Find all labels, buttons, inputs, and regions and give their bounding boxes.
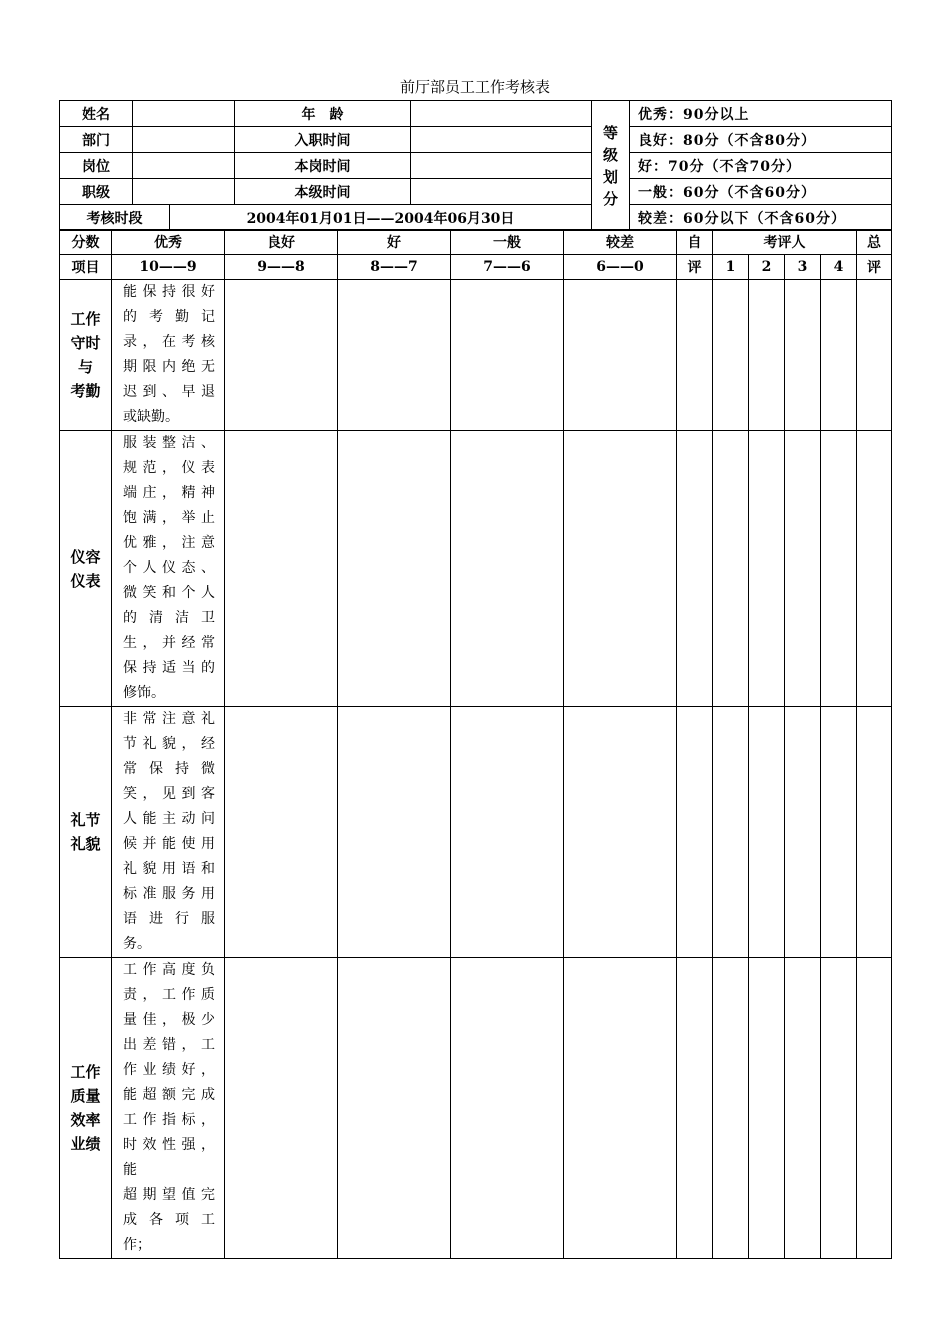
level-label: 职级 <box>60 179 133 205</box>
grade-division-label <box>592 101 630 231</box>
reviewer-3-cell[interactable] <box>785 280 821 431</box>
score-good[interactable] <box>225 707 338 958</box>
period-label: 考核时段 <box>60 205 170 231</box>
assessment-row <box>60 431 892 707</box>
level-time-label: 本级时间 <box>235 179 411 205</box>
reviewer-2-cell[interactable] <box>749 280 785 431</box>
corner-item: 项目 <box>60 255 112 280</box>
grade-division-text: 等 级 划 分 <box>602 123 618 208</box>
reviewer-4-cell[interactable] <box>821 958 857 1259</box>
criteria-description: 能保持很好 的考勤记 录，在考核 期限内绝无 迟到、早退 或缺勤。 <box>112 280 225 431</box>
assessment-row <box>60 707 892 958</box>
total-eval-bottom: 评 <box>857 255 892 280</box>
employee-info-table <box>59 100 892 231</box>
score-average[interactable] <box>451 958 564 1259</box>
self-eval-cell[interactable] <box>677 707 713 958</box>
assessment-table <box>59 229 892 1259</box>
criteria-description: 服装整洁、 规范，仪表 端庄，精神 饱满，举止 优雅，注意 个人仪态、 微笑和个人 的清洁卫 生，并经常 保持适当的 修饰。 <box>112 431 225 707</box>
reviewer-3: 3 <box>785 255 821 280</box>
reviewer-2: 2 <box>749 255 785 280</box>
grade-poor: 较差：60分以下（不含60分） <box>630 205 892 231</box>
grade-average: 一般：60分（不含60分） <box>630 179 892 205</box>
reviewer-4-cell[interactable] <box>821 431 857 707</box>
period-value: 2004年01月01日——2004年06月30日 <box>170 205 592 231</box>
score-average[interactable] <box>451 280 564 431</box>
category-label: 工作 守时 与 考勤 <box>60 280 112 431</box>
level-range-excellent: 10——9 <box>112 255 225 280</box>
level-name-excellent: 优秀 <box>112 230 225 255</box>
name-label: 姓名 <box>60 101 133 127</box>
post-label: 岗位 <box>60 153 133 179</box>
reviewer-1-cell[interactable] <box>713 280 749 431</box>
name-value[interactable] <box>133 101 235 127</box>
score-fair[interactable] <box>338 431 451 707</box>
reviewer-4: 4 <box>821 255 857 280</box>
reviewer-4-cell[interactable] <box>821 280 857 431</box>
age-value[interactable] <box>411 101 592 127</box>
category-label: 工作 质量 效率 业绩 <box>60 958 112 1259</box>
level-range-average: 7——6 <box>451 255 564 280</box>
self-eval-bottom: 评 <box>677 255 713 280</box>
total-eval-top: 总 <box>857 230 892 255</box>
score-fair[interactable] <box>338 280 451 431</box>
total-cell[interactable] <box>857 707 892 958</box>
score-poor[interactable] <box>564 958 677 1259</box>
grade-fair: 好：70分（不含70分） <box>630 153 892 179</box>
grade-good: 良好：80分（不含80分） <box>630 127 892 153</box>
level-value[interactable] <box>133 179 235 205</box>
total-cell[interactable] <box>857 958 892 1259</box>
page-title: 前厅部员工工作考核表 <box>399 78 550 96</box>
score-average[interactable] <box>451 431 564 707</box>
score-poor[interactable] <box>564 431 677 707</box>
reviewer-4-cell[interactable] <box>821 707 857 958</box>
total-cell[interactable] <box>857 431 892 707</box>
total-cell[interactable] <box>857 280 892 431</box>
corner-score: 分数 <box>60 230 112 255</box>
score-poor[interactable] <box>564 707 677 958</box>
level-name-poor: 较差 <box>564 230 677 255</box>
post-time-value[interactable] <box>411 153 592 179</box>
self-eval-cell[interactable] <box>677 280 713 431</box>
grade-excellent: 优秀：90分以上 <box>630 101 892 127</box>
join-time-value[interactable] <box>411 127 592 153</box>
score-average[interactable] <box>451 707 564 958</box>
reviewer-2-cell[interactable] <box>749 707 785 958</box>
criteria-description: 工作高度负 责，工作质 量佳，极少 出差错，工 作业绩好， 能超额完成 工作指标， 时效性强， 能 超期望值完 成各项工 作； <box>112 958 225 1259</box>
self-eval-top: 自 <box>677 230 713 255</box>
score-good[interactable] <box>225 431 338 707</box>
level-name-fair: 好 <box>338 230 451 255</box>
post-value[interactable] <box>133 153 235 179</box>
score-poor[interactable] <box>564 280 677 431</box>
score-fair[interactable] <box>338 958 451 1259</box>
score-fair[interactable] <box>338 707 451 958</box>
join-time-label: 入职时间 <box>235 127 411 153</box>
age-label: 年 龄 <box>235 101 411 127</box>
criteria-description: 非常注意礼 节礼貌，经 常保持微 笑，见到客 人能主动问 候并能使用 礼貌用语和 标准服务用 语进行服 务。 <box>112 707 225 958</box>
score-good[interactable] <box>225 280 338 431</box>
reviewer-1: 1 <box>713 255 749 280</box>
reviewer-2-cell[interactable] <box>749 431 785 707</box>
reviewer-label: 考评人 <box>713 230 857 255</box>
reviewer-1-cell[interactable] <box>713 431 749 707</box>
reviewer-3-cell[interactable] <box>785 431 821 707</box>
reviewer-3-cell[interactable] <box>785 707 821 958</box>
score-good[interactable] <box>225 958 338 1259</box>
dept-label: 部门 <box>60 127 133 153</box>
self-eval-cell[interactable] <box>677 431 713 707</box>
level-name-average: 一般 <box>451 230 564 255</box>
category-label: 仪容 仪表 <box>60 431 112 707</box>
level-range-poor: 6——0 <box>564 255 677 280</box>
category-label: 礼节 礼貌 <box>60 707 112 958</box>
level-range-good: 9——8 <box>225 255 338 280</box>
reviewer-1-cell[interactable] <box>713 707 749 958</box>
reviewer-3-cell[interactable] <box>785 958 821 1259</box>
post-time-label: 本岗时间 <box>235 153 411 179</box>
level-name-good: 良好 <box>225 230 338 255</box>
self-eval-cell[interactable] <box>677 958 713 1259</box>
assessment-row <box>60 280 892 431</box>
reviewer-1-cell[interactable] <box>713 958 749 1259</box>
reviewer-2-cell[interactable] <box>749 958 785 1259</box>
assessment-row <box>60 958 892 1259</box>
dept-value[interactable] <box>133 127 235 153</box>
level-time-value[interactable] <box>411 179 592 205</box>
level-range-fair: 8——7 <box>338 255 451 280</box>
